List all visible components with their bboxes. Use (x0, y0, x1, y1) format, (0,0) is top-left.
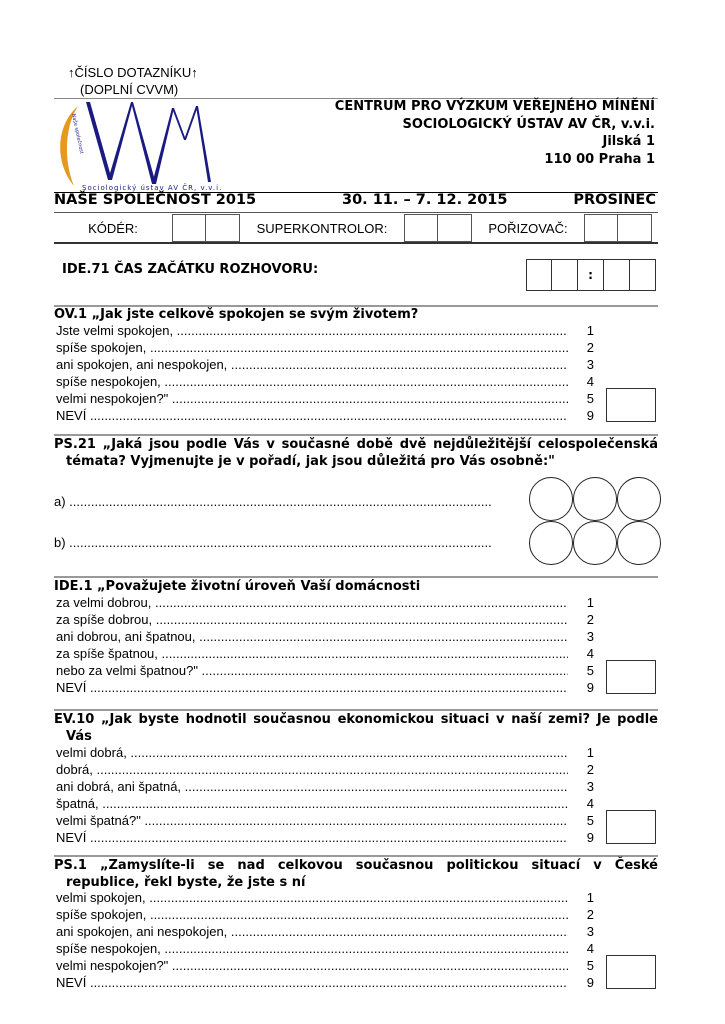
option-code: 2 (586, 611, 594, 627)
option-code: 9 (586, 829, 594, 845)
option-label: velmi dobrá, ..... (56, 745, 568, 762)
option-label: za spíše špatnou, ..... (56, 646, 568, 663)
option-code: 4 (586, 940, 594, 956)
questionnaire-number-fill-note: (DOPLNÍ CVVM) (80, 82, 179, 97)
question-ov1-answer-box[interactable] (606, 388, 656, 422)
porizovac-code-cell[interactable] (618, 214, 652, 242)
option-label: ani dobrá, ani špatná, ..... (56, 779, 568, 796)
option-code: 4 (586, 795, 594, 811)
option-label: NEVÍ ..... (56, 830, 568, 847)
question-ev10-answer-box[interactable] (606, 810, 656, 844)
option-code: 1 (586, 745, 594, 760)
start-time-hour-cell[interactable] (526, 259, 552, 291)
questionnaire-number-label: ↑ČÍSLO DOTAZNÍKU↑ (68, 65, 198, 80)
option-row[interactable] (56, 374, 594, 391)
option-label: ani spokojen, ani nespokojen, ..... (56, 924, 568, 941)
option-label: Jste velmi spokojen, ..... (56, 323, 568, 340)
header-divider-bottom (54, 242, 658, 244)
start-time-separator: : (578, 259, 604, 291)
option-code: 5 (586, 662, 594, 678)
cvvm-logo-graphic (46, 100, 226, 192)
porizovac-label: POŘIZOVAČ: (488, 220, 568, 236)
code-circle[interactable] (573, 477, 617, 521)
option-row[interactable] (56, 890, 594, 907)
option-code: 3 (586, 923, 594, 939)
option-label: za velmi dobrou, ..... (56, 595, 568, 612)
org-institute: SOCIOLOGICKÝ ÚSTAV AV ČR, v.v.i. (402, 116, 655, 132)
porizovac-code-cell[interactable] (584, 214, 618, 242)
option-row[interactable] (56, 779, 594, 796)
option-label: velmi nespokojen?" ..... (56, 391, 568, 408)
option-label: špatná, ..... (56, 796, 568, 813)
question-ov1-options (56, 323, 594, 424)
question-ev10-title-line2: Vás (66, 729, 92, 744)
code-circle[interactable] (573, 521, 617, 565)
org-street: Jilská 1 (602, 134, 655, 149)
option-row[interactable] (56, 680, 594, 697)
option-code: 5 (586, 812, 594, 828)
open-answer-label: b) ..... (54, 535, 492, 550)
option-label: nebo za velmi špatnou?" ..... (56, 663, 568, 680)
option-row[interactable] (56, 762, 594, 779)
option-code: 5 (586, 957, 594, 973)
option-row[interactable] (56, 629, 594, 646)
org-name: CENTRUM PRO VÝZKUM VEŘEJNÉHO MÍNĚNÍ (334, 99, 655, 114)
option-row[interactable] (56, 941, 594, 958)
option-code: 2 (586, 906, 594, 922)
option-label: za spíše dobrou, ..... (56, 612, 568, 629)
survey-name: NAŠE SPOLEČNOST 2015 (54, 192, 257, 208)
option-row[interactable] (56, 975, 594, 992)
option-code: 5 (586, 390, 594, 406)
superkontrolor-code-field[interactable] (404, 214, 472, 242)
coder-label: KÓDÉR: (88, 220, 138, 236)
questionnaire-number-note (68, 64, 198, 98)
start-time-label: IDE.71 ČAS ZAČÁTKU ROZHOVORU: (62, 262, 319, 277)
code-circle[interactable] (529, 477, 573, 521)
option-label: velmi nespokojen?" ..... (56, 958, 568, 975)
option-row[interactable] (56, 340, 594, 357)
organization-address (335, 98, 655, 168)
option-code: 3 (586, 356, 594, 372)
option-code: 1 (586, 595, 594, 610)
question-ov1-title: OV.1 „Jak jste celkově spokojen se svým životem? (54, 307, 419, 322)
question-ev10-title-line1: EV.10 „Jak byste hodnotil současnou ekonomickou situaci v naší zemi? Je podle (54, 712, 658, 727)
question-ps21-title (54, 436, 658, 470)
code-circle[interactable] (617, 477, 661, 521)
option-code: 2 (586, 761, 594, 777)
question-ps21-title-line2: témata? Vyjmenujte je v pořadí, jak jsou důležitá pro Vás osobně:" (66, 454, 555, 469)
option-label: dobrá, ..... (56, 762, 568, 779)
code-circle[interactable] (617, 521, 661, 565)
question-ide1-options (56, 595, 594, 696)
option-row[interactable] (56, 907, 594, 924)
question-ide1-answer-box[interactable] (606, 660, 656, 694)
option-row[interactable] (56, 323, 594, 340)
survey-info-row (54, 192, 656, 208)
option-row[interactable] (56, 830, 594, 847)
option-row[interactable] (56, 646, 594, 663)
question-ps1-title-line1: PS.1 „Zamyslíte-li se nad celkovou současnou politickou situací v České (54, 858, 658, 873)
option-row[interactable] (56, 357, 594, 374)
porizovac-code-field[interactable] (584, 214, 652, 242)
option-code: 1 (586, 890, 594, 905)
coder-fields-row (54, 213, 656, 243)
open-answer-a[interactable] (54, 494, 492, 509)
option-label: velmi špatná?" ..... (56, 813, 568, 830)
org-city: 110 00 Praha 1 (544, 151, 655, 167)
coder-code-cell[interactable] (172, 214, 206, 242)
option-label: NEVÍ ..... (56, 408, 568, 425)
option-label: ani spokojen, ani nespokojen, ..... (56, 357, 568, 374)
open-answer-label: a) ..... (54, 494, 492, 509)
option-row[interactable] (56, 391, 594, 408)
coder-code-cell[interactable] (206, 214, 240, 242)
option-row[interactable] (56, 663, 594, 680)
code-circle[interactable] (529, 521, 573, 565)
option-code: 3 (586, 778, 594, 794)
open-answer-b[interactable] (54, 535, 492, 550)
question-ev10-title (54, 711, 658, 745)
option-label: spíše nespokojen, ..... (56, 941, 568, 958)
start-time-minute-cell[interactable] (630, 259, 656, 291)
survey-dates: 30. 11. – 7. 12. 2015 (341, 192, 508, 208)
option-label: ani dobrou, ani špatnou, ..... (56, 629, 568, 646)
option-code: 4 (586, 373, 594, 389)
option-label: NEVÍ ..... (56, 975, 568, 992)
logo-caption: Sociologický ústav AV ČR, v.v.i. (82, 184, 223, 192)
question-ps1-title (54, 857, 658, 891)
svg-text:Naše společnost: Naše společnost (70, 113, 85, 155)
question-ps21-title-line1: PS.21 „Jaká jsou podle Vás v současné době dvě nejdůležitější celospolečenská (54, 437, 658, 452)
coder-code-field[interactable] (172, 214, 240, 242)
topic-code-circles (529, 477, 661, 565)
option-code: 9 (586, 679, 594, 695)
start-time-field[interactable] (526, 259, 656, 291)
option-row[interactable] (56, 813, 594, 830)
option-row[interactable] (56, 796, 594, 813)
question-ide1-title: IDE.1 „Považujete životní úroveň Vaší domácnosti (54, 579, 421, 594)
option-row[interactable] (56, 924, 594, 941)
option-row[interactable] (56, 408, 594, 425)
question-ps1-answer-box[interactable] (606, 955, 656, 989)
option-label: velmi spokojen, ..... (56, 890, 568, 907)
start-time-hour-cell[interactable] (552, 259, 578, 291)
question-ps1-title-line2: republice, řekl byste, že jste s ní (66, 875, 306, 890)
start-time-minute-cell[interactable] (604, 259, 630, 291)
superkontrolor-code-cell[interactable] (404, 214, 438, 242)
option-row[interactable] (56, 612, 594, 629)
survey-month: PROSINEC (573, 192, 656, 208)
superkontrolor-label: SUPERKONTROLOR: (256, 220, 388, 236)
option-code: 4 (586, 645, 594, 661)
option-label: spíše spokojen, ..... (56, 340, 568, 357)
option-code: 1 (586, 323, 594, 338)
option-label: spíše spokojen, ..... (56, 907, 568, 924)
question-ev10-options (56, 745, 594, 846)
option-code: 2 (586, 339, 594, 355)
option-code: 9 (586, 407, 594, 423)
option-row[interactable] (56, 745, 594, 762)
option-row[interactable] (56, 595, 594, 612)
option-label: NEVÍ ..... (56, 680, 568, 697)
option-label: spíše nespokojen, ..... (56, 374, 568, 391)
superkontrolor-code-cell[interactable] (438, 214, 472, 242)
option-code: 9 (586, 974, 594, 990)
cvvm-logo (46, 100, 226, 192)
question-ps1-options (56, 890, 594, 991)
option-row[interactable] (56, 958, 594, 975)
option-code: 3 (586, 628, 594, 644)
